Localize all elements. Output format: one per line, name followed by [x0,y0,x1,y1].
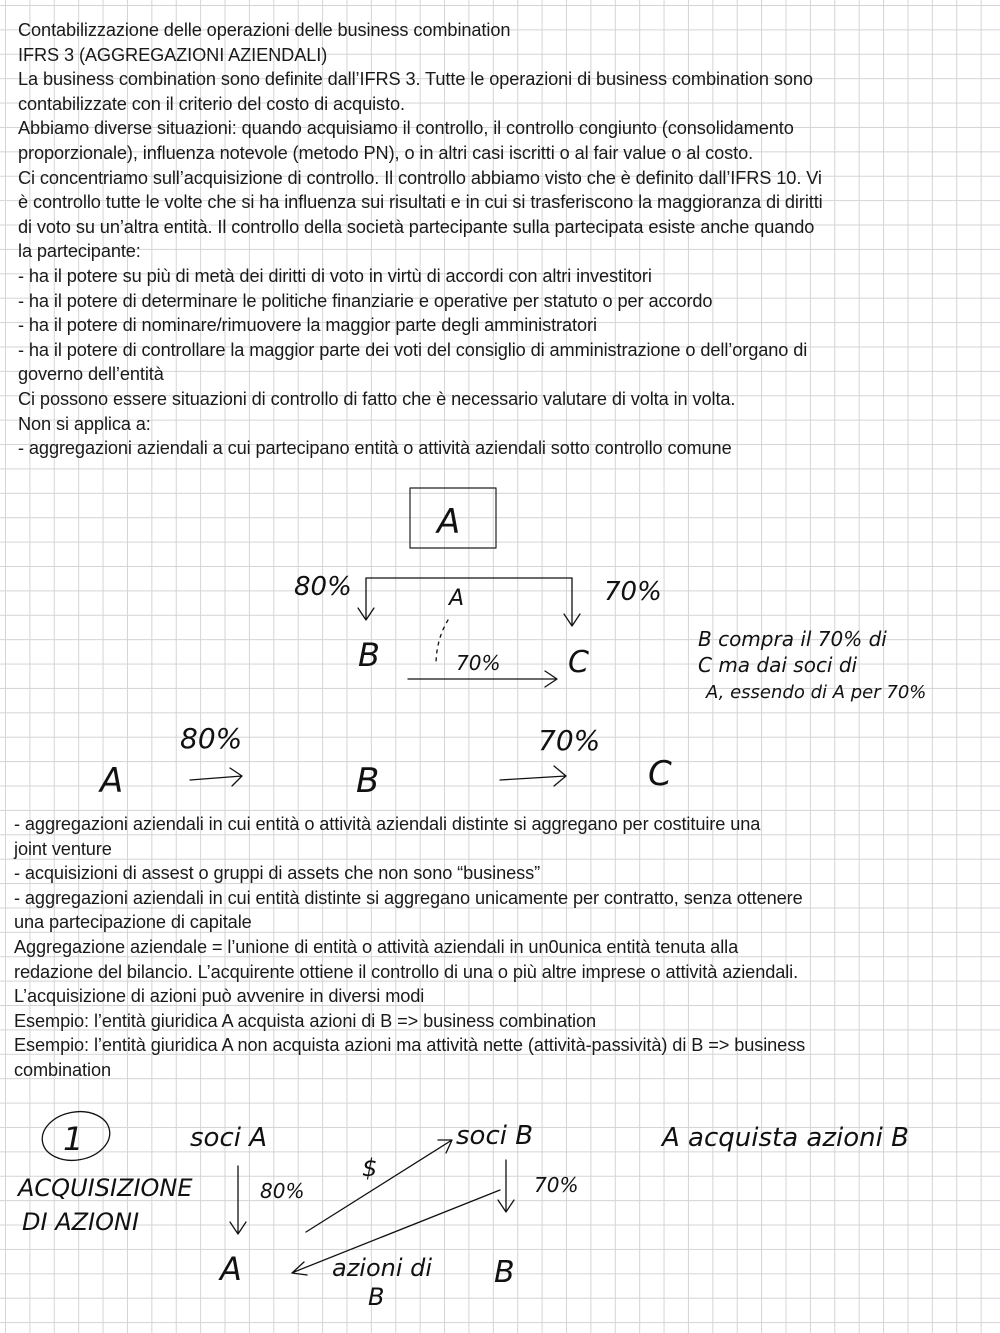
text-line: Ci concentriamo sull’acquisizione di controllo. Il controllo abbiamo visto che è definito dall’IFRS 10. Vi [18,167,822,188]
sketch-title: ACQUISIZIONE [18,1174,193,1202]
text-line: Abbiamo diverse situazioni: quando acquisiamo il controllo, il controllo congiunto (consolidamento [18,118,794,139]
text-line: la partecipante: [18,241,141,262]
text-line: governo dell’entità [18,364,164,385]
text-line: La business combination sono definite dall’IFRS 3. Tutte le operazioni di business combination sono [18,69,813,90]
list-item: - ha il potere di nominare/rimuovere la maggior parte degli amministratori [18,315,597,336]
sketch-caption: A acquista azioni B [662,1123,909,1153]
list-item: - aggregazioni aziendali in cui entità distinte si aggregano unicamente per contratto, senza ottenere [14,887,803,908]
text-line: redazione del bilancio. L’acquirente ottiene il controllo di una o più altre imprese o attività aziendali. [14,961,799,982]
text-line: contabilizzate con il criterio del costo di acquisto. [18,93,405,114]
note-line: A, essendo di A per 70% [706,682,927,703]
text-line: L’acquisizione di azioni può avvenire in diversi modi [14,986,425,1007]
text-line: di voto su un’altra entità. Il controllo della società partecipante sulla partecipata esiste anche quando [18,216,815,237]
soci-b-label: soci B [456,1121,534,1151]
node-c: C [568,645,589,680]
list-item: - ha il potere di determinare le politiche finanziarie e operative per statuto o per accordo [18,290,713,311]
list-item: - aggregazioni aziendali in cui entità o attività aziendali distinte si aggregano per costituire una [14,814,761,834]
pct-bc: 70% [538,724,601,757]
text-line: Esempio: l’entità giuridica A acquista azioni di B => business combination [14,1010,597,1031]
entity-box-label: A [437,502,461,542]
heading-title: Contabilizzazione delle operazioni delle business combination [18,20,511,40]
arrow-soci-b-down [498,1160,514,1212]
chain-node-c: C [648,754,672,794]
dollar-sign: $ [362,1154,378,1182]
heading-subtitle: IFRS 3 (AGGREGAZIONI AZIENDALI) [18,44,328,65]
azioni-label-b: B [368,1283,385,1311]
text-line: Ci possono essere situazioni di controllo di fatto che è necessario valutare di volta in volta. [18,388,736,409]
text-line: proporzionale), influenza notevole (metodo PN), o in altri casi iscritti o al fair value o al costo. [18,142,754,163]
text-line: Non si applica a: [18,413,151,434]
arrow-pct-label: 70% [456,651,501,675]
final-node-b: B [494,1255,515,1290]
chain-node-b: B [356,761,380,801]
text-line: è controllo tutte le volte che si ha influenza sui risultati e in cui si trasferiscono la maggioranza di diritti [18,192,823,213]
final-node-a: A [220,1250,242,1288]
sketch-title: DI AZIONI [22,1208,140,1236]
list-item: - aggregazioni aziendali a cui partecipano entità o attività aziendali sotto controllo comune [18,438,732,459]
node-b: B [358,636,380,674]
text-line: joint venture [14,838,112,859]
text-line: una partecipazione di capitale [14,912,252,933]
circle-number: 1 [63,1120,84,1158]
pct-label-left: 80% [294,572,352,602]
list-item: - ha il potere su più di metà dei diritti di voto in virtù di accordi con altri investitori [18,265,652,286]
soci-a-label: soci A [190,1123,268,1153]
pct-label-right: 70% [604,577,662,607]
list-item: - ha il potere di controllare la maggior parte dei voti del consiglio di amministrazione o dell’organo di [18,339,808,360]
text-line: Aggregazione aziendale = l’unione di entità o attività aziendali in un0unica entità tenuta alla [14,936,739,957]
chain-node-a: A [100,761,124,801]
pct-a: 80% [260,1179,305,1203]
note-line: B compra il 70% di [698,627,887,651]
mid-label: A [449,586,465,611]
arrow-soci-a-down [230,1166,246,1234]
list-item: - acquisizioni di assest o gruppi di assets che non sono “business” [14,863,541,884]
azioni-label: azioni di [332,1254,433,1282]
text-line: Esempio: l’entità giuridica A non acquista azioni ma attività nette (attività-passività) di B => business [14,1035,806,1056]
text-line: combination [14,1059,111,1080]
pct-b: 70% [534,1173,579,1197]
note-line: C ma dai soci di [698,653,858,677]
pct-ab: 80% [180,722,243,755]
